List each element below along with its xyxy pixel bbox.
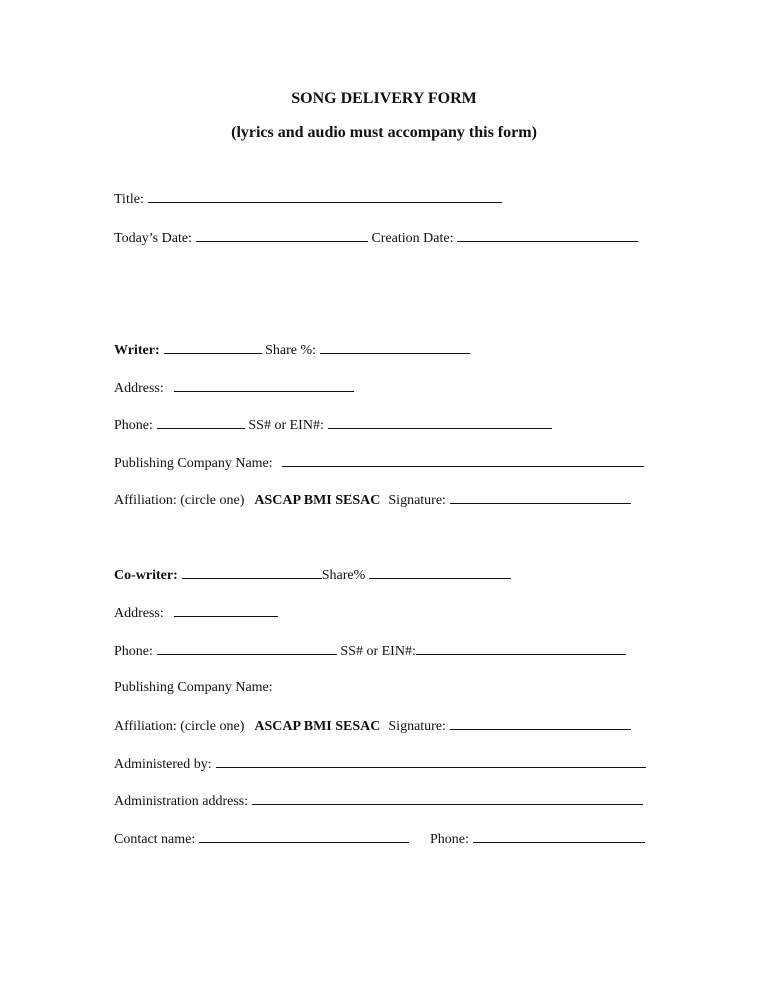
cowriter-share-label: Share% [321, 568, 366, 583]
song-title-label: Title: [114, 192, 144, 207]
creation-date-field[interactable] [457, 227, 638, 242]
cowriter-phone-label: Phone: [114, 644, 153, 659]
admin-address-label: Administration address: [114, 794, 249, 809]
writer-publishing-row [114, 452, 644, 472]
contact-phone-field[interactable] [473, 828, 645, 843]
creation-date-label: Creation Date: [371, 231, 454, 246]
cowriter-address-field[interactable] [174, 602, 278, 617]
writer-share-label: Share %: [265, 343, 317, 358]
writer-affiliation-row [114, 489, 631, 509]
writer-heading: Writer: [114, 343, 160, 358]
writer-signature-label: Signature: [388, 493, 446, 508]
cowriter-affiliation-row [114, 715, 631, 735]
dates-row [114, 227, 638, 247]
contact-name-label: Contact name: [114, 832, 196, 847]
cowriter-affiliation-label: Affiliation: (circle one) [114, 719, 245, 734]
writer-share-field[interactable] [320, 339, 470, 354]
administered-label: Administered by: [114, 757, 212, 772]
cowriter-phone-field[interactable] [157, 640, 337, 655]
writer-phone-label: Phone: [114, 418, 153, 433]
cowriter-address-label: Address: [114, 606, 164, 621]
todays-date-label: Today’s Date: [114, 231, 192, 246]
writer-phone-field[interactable] [157, 414, 245, 429]
writer-row [114, 339, 470, 359]
writer-phone-row [114, 414, 552, 434]
administered-field[interactable] [216, 753, 646, 768]
writer-address-row [114, 377, 354, 397]
contact-row [114, 828, 409, 848]
cowriter-affiliation-options[interactable]: ASCAP BMI SESAC [254, 719, 381, 734]
writer-publishing-label: Publishing Company Name: [114, 456, 273, 471]
todays-date-field[interactable] [196, 227, 368, 242]
song-title-row [114, 188, 502, 208]
writer-ss-field[interactable] [328, 414, 552, 429]
cowriter-ss-label: SS# or EIN#: [340, 644, 416, 659]
form-title: SONG DELIVERY FORM [291, 90, 477, 107]
writer-affiliation-options[interactable]: ASCAP BMI SESAC [254, 493, 381, 508]
cowriter-share-field[interactable] [369, 564, 511, 579]
song-title-field[interactable] [148, 188, 502, 203]
writer-affiliation-label: Affiliation: (circle one) [114, 493, 245, 508]
cowriter-heading: Co-writer: [114, 568, 178, 583]
cowriter-address-row [114, 602, 278, 622]
contact-phone-group [430, 828, 645, 848]
contact-name-field[interactable] [199, 828, 409, 843]
writer-ss-label: SS# or EIN#: [248, 418, 324, 433]
cowriter-phone-row [114, 640, 626, 660]
cowriter-row [114, 564, 511, 584]
cowriter-publishing-label: Publishing Company Name: [114, 680, 273, 695]
writer-address-field[interactable] [174, 377, 354, 392]
admin-address-field[interactable] [252, 790, 643, 805]
cowriter-name-field[interactable] [182, 564, 322, 579]
writer-name-field[interactable] [164, 339, 262, 354]
writer-publishing-field[interactable] [282, 452, 644, 467]
administered-row [114, 753, 646, 773]
cowriter-publishing-row [114, 678, 273, 698]
cowriter-signature-label: Signature: [388, 719, 446, 734]
contact-phone-label: Phone: [430, 832, 469, 847]
cowriter-signature-field[interactable] [450, 715, 631, 730]
writer-address-label: Address: [114, 381, 164, 396]
admin-address-row [114, 790, 643, 810]
cowriter-ss-field[interactable] [416, 640, 626, 655]
writer-signature-field[interactable] [450, 489, 631, 504]
form-subtitle: (lyrics and audio must accompany this form) [231, 124, 537, 141]
